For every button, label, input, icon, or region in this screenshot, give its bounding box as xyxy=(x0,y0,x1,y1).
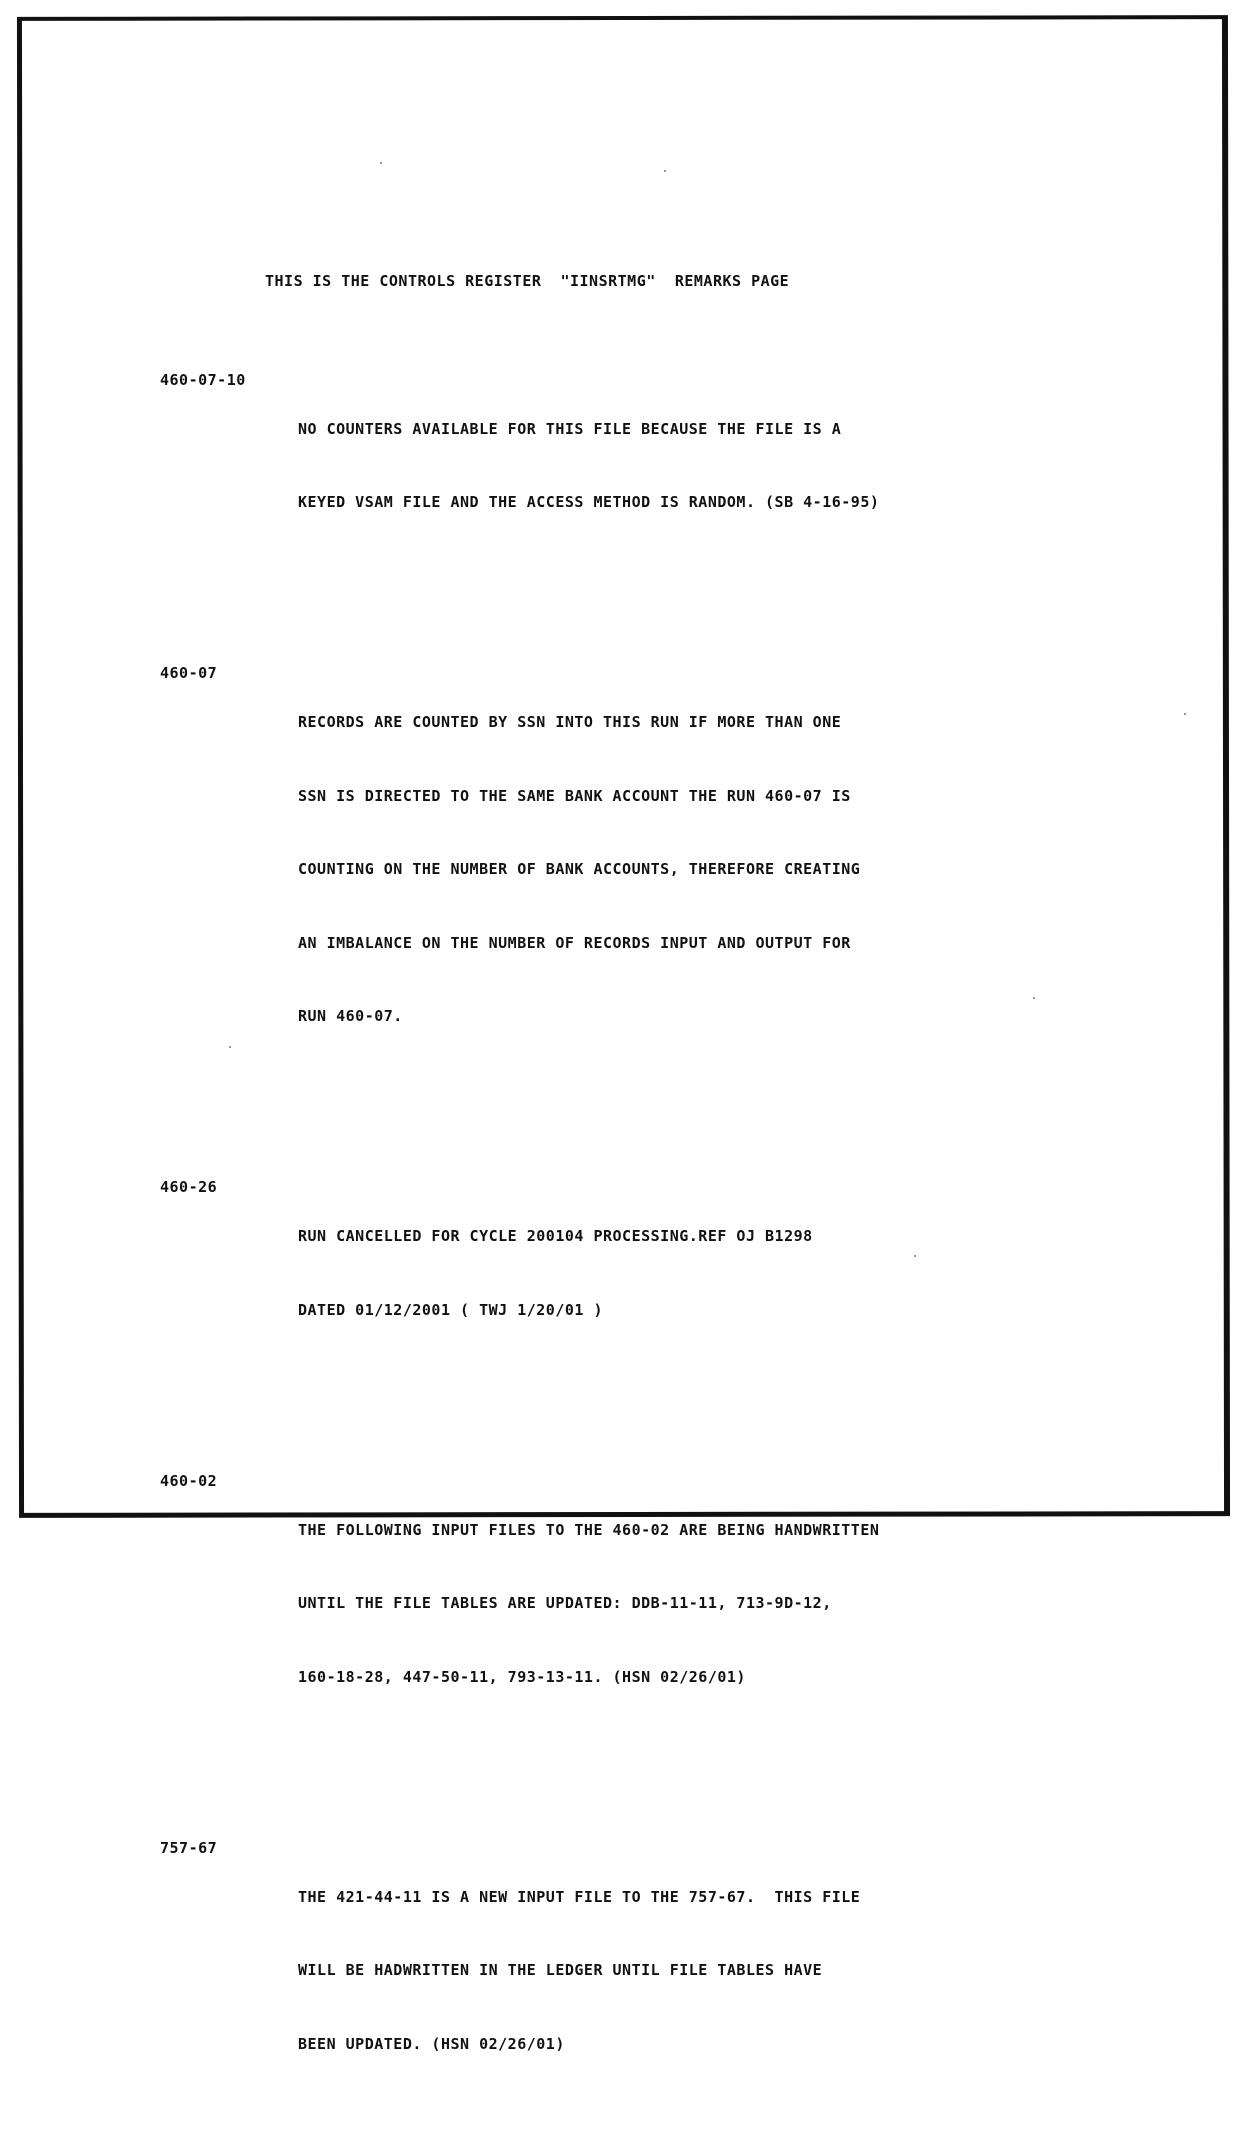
remark-text xyxy=(298,661,1090,1078)
scan-speck xyxy=(380,162,382,164)
remark-entry xyxy=(160,1469,1090,1739)
remark-text xyxy=(298,1175,1090,1371)
run-number: 460-02 xyxy=(160,1471,218,1490)
remark-line: KEYED VSAM FILE AND THE ACCESS METHOD IS RANDOM. (SB 4-16-95) xyxy=(298,493,880,511)
scan-speck xyxy=(664,170,666,172)
remark-entry xyxy=(160,1175,1090,1371)
remark-line: UNTIL THE FILE TABLES ARE UPDATED: DDB-11-11, 713-9D-12, xyxy=(298,1594,832,1612)
remark-line: AN IMBALANCE ON THE NUMBER OF RECORDS INPUT AND OUTPUT FOR xyxy=(298,933,851,952)
run-number: 460-07-10 xyxy=(160,370,246,389)
remark-text xyxy=(298,1836,1090,2106)
remark-entry xyxy=(160,368,1090,564)
remark-text xyxy=(298,368,1090,564)
remark-line: WILL BE HADWRITTEN IN THE LEDGER UNTIL FILE TABLES HAVE xyxy=(298,1961,823,1979)
run-number: 460-07 xyxy=(160,664,218,682)
remark-line: COUNTING ON THE NUMBER OF BANK ACCOUNTS, THEREFORE CREATING xyxy=(298,860,861,878)
remark-line: THE FOLLOWING INPUT FILES TO THE 460-02 ARE BEING HANDWRITTEN xyxy=(298,1520,880,1539)
remark-text xyxy=(298,1469,1090,1739)
remark-entry xyxy=(160,1836,1090,2106)
remark-line: 160-18-28, 447-50-11, 793-13-11. (HSN 02/26/01) xyxy=(298,1667,746,1686)
remark-line: RUN 460-07. xyxy=(298,1007,403,1025)
remarks-report xyxy=(160,220,1090,2154)
report-title: THIS IS THE CONTROLS REGISTER "IINSRTMG" REMARKS PAGE xyxy=(265,272,790,290)
remark-line: THE 421-44-11 IS A NEW INPUT FILE TO THE 757-67. THIS FILE xyxy=(298,1887,861,1906)
run-number: 460-26 xyxy=(160,1178,218,1196)
remark-line: DATED 01/12/2001 ( TWJ 1/20/01 ) xyxy=(298,1300,603,1319)
remark-line: RUN CANCELLED FOR CYCLE 200104 PROCESSING.REF OJ B1298 xyxy=(298,1227,813,1245)
remark-line: SSN IS DIRECTED TO THE SAME BANK ACCOUNT THE RUN 460-07 IS xyxy=(298,786,851,805)
scan-speck xyxy=(1184,713,1186,715)
remark-line: RECORDS ARE COUNTED BY SSN INTO THIS RUN IF MORE THAN ONE xyxy=(298,713,842,731)
run-number: 757-67 xyxy=(160,1838,218,1857)
remark-line: BEEN UPDATED. (HSN 02/26/01) xyxy=(298,2034,565,2053)
remark-entry xyxy=(160,661,1090,1078)
remark-line: NO COUNTERS AVAILABLE FOR THIS FILE BECAUSE THE FILE IS A xyxy=(298,419,842,438)
